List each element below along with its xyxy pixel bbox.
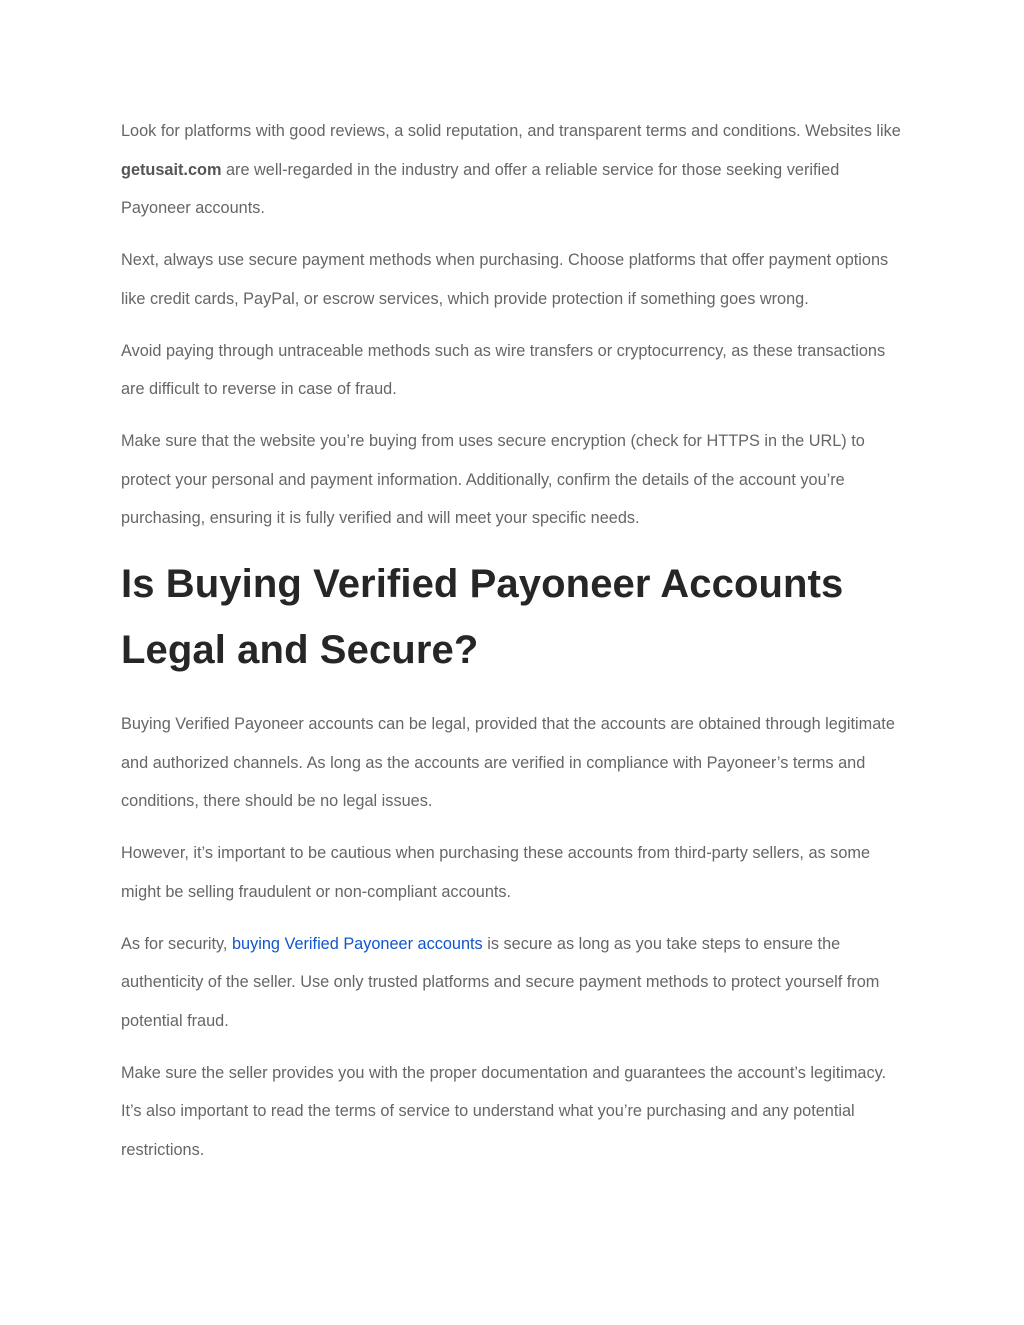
paragraph-platform-reviews [121, 112, 906, 228]
paragraph-caution: However, it’s important to be cautious when purchasing these accounts from third-party sellers, as some might be selling fraudulent or non-compliant accounts. [121, 844, 870, 901]
section-heading: Is Buying Verified Payoneer Accounts Legal and Secure? [121, 562, 844, 672]
paragraph-encryption: Make sure that the website you’re buying from uses secure encryption (check for HTTPS in the URL) to protect your personal and payment information. Additionally, confirm the details of the account you’re purchasing, ensuring it is fully verified and will meet your specific needs. [121, 432, 865, 527]
site-name-bold: getusait.com [121, 160, 222, 179]
paragraph-text: As for security, [121, 934, 232, 953]
paragraph-text: are well-regarded in the industry and offer a reliable service for those seeking verified Payoneer accounts. [121, 160, 840, 217]
paragraph-security [121, 925, 906, 1041]
paragraph-untraceable-methods: Avoid paying through untraceable methods such as wire transfers or cryptocurrency, as these transactions are difficult to reverse in case of fraud. [121, 341, 886, 398]
paragraph-legality: Buying Verified Payoneer accounts can be legal, provided that the accounts are obtained through legitimate and authorized channels. As long as the accounts are verified in compliance with Payoneer’s terms and conditions, there should be no legal issues. [121, 715, 895, 810]
document-body [121, 112, 906, 1183]
paragraph-text: is secure as long as you take steps to ensure the authenticity of the seller. Use only trusted platforms and secure payment methods to protect yourself from potential fraud. [121, 934, 880, 1030]
buying-accounts-link[interactable]: buying Verified Payoneer accounts [231, 934, 483, 953]
paragraph-text: Look for platforms with good reviews, a solid reputation, and transparent terms and conditions. Websites like [121, 122, 901, 140]
paragraph-documentation: Make sure the seller provides you with the proper documentation and guarantees the account’s legitimacy. It’s also important to read the terms of service to understand what you’re purchasing and any potential restrictions. [121, 1063, 887, 1159]
paragraph-secure-payment: Next, always use secure payment methods when purchasing. Choose platforms that offer payment options like credit cards, PayPal, or escrow services, which provide protection if something goes wrong. [121, 251, 889, 308]
